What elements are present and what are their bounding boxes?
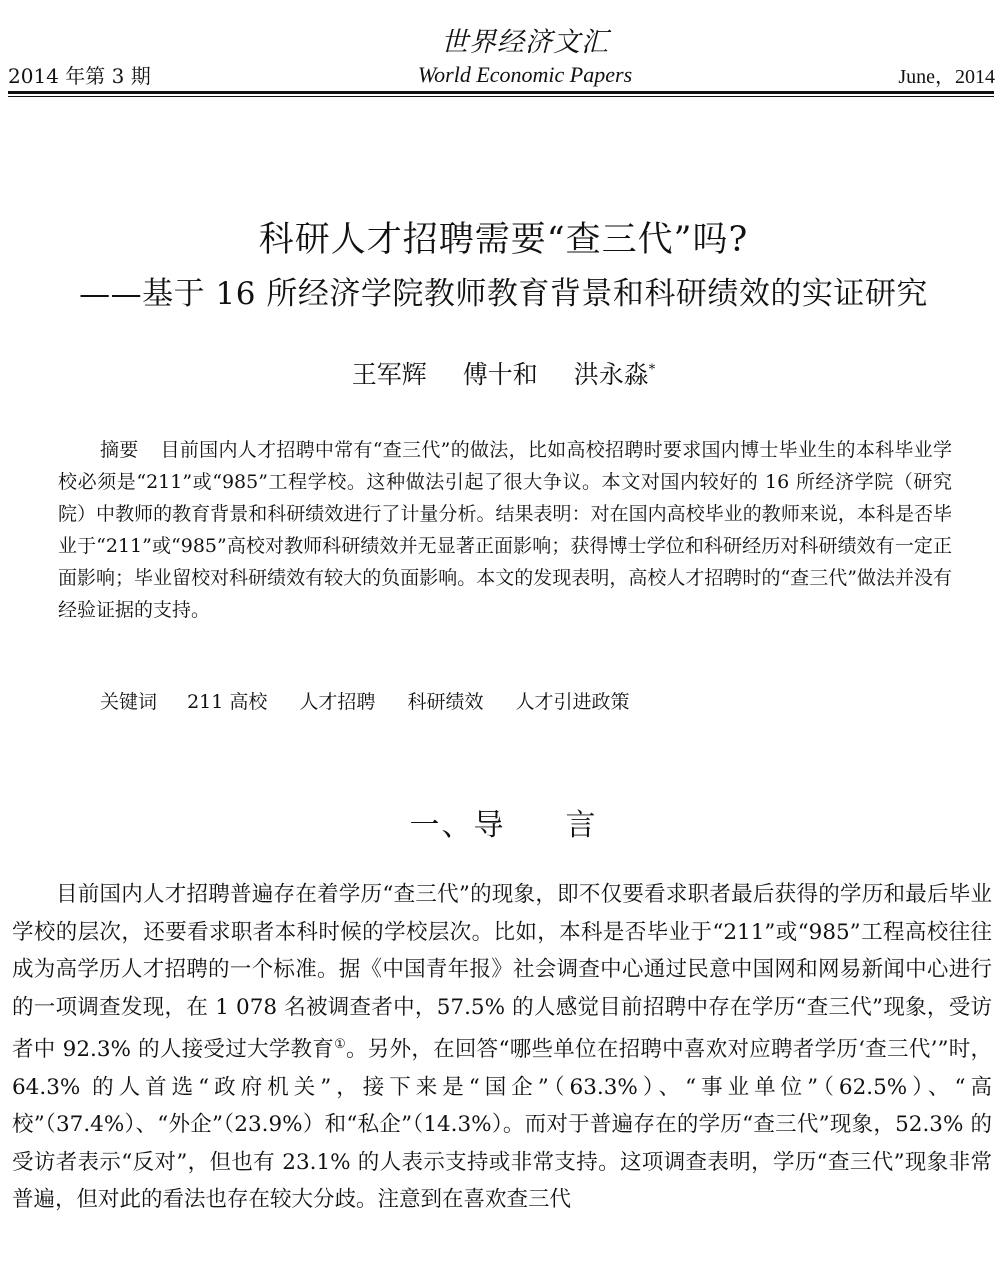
abstract-label: 摘要 xyxy=(100,439,139,461)
paragraph-text-b: 。另外，在回答“哪些单位在招聘中喜欢对应聘者学历‘查三代’”时，64.3% 的人首选“政府机关”，接下来是“国企”（63.3%）、“事业单位”（62.5%）、“高校”（37.4%）、“外企”（23.9%）和“私企”（14.3%）。而对于普遍存在的学历“查三代”现象，52.3% 的受访者表示“反对”，但也有 23.1% 的人表示支持或非常支持。这项调查表明，学历“查三代”现象非常普遍，但对此的看法也存在较大分歧。注意到在喜欢查三代 xyxy=(12,1037,992,1213)
body-paragraph xyxy=(12,876,992,1219)
author-name: 王军辉 xyxy=(351,360,427,389)
author-footnote-mark: * xyxy=(648,362,656,378)
section-number: 一、导 xyxy=(409,808,506,843)
keyword-item: 人才招聘 xyxy=(299,691,376,713)
journal-logo-cn: 世界经济文汇 xyxy=(441,27,609,58)
author-list xyxy=(0,355,1007,391)
author-name: 傅十和 xyxy=(462,360,538,389)
keywords-label: 关键词 xyxy=(100,691,158,713)
header-rule-thin xyxy=(8,96,994,97)
page-header xyxy=(0,0,1007,100)
keyword-item: 科研绩效 xyxy=(407,691,484,713)
section-heading-introduction xyxy=(0,800,1007,844)
footnote-marker: ① xyxy=(334,1037,347,1052)
keyword-item: 211 高校 xyxy=(187,691,268,713)
issue-date: June，2014 xyxy=(898,66,995,88)
author-name xyxy=(574,360,656,389)
author-name-text: 洪永淼 xyxy=(573,360,649,389)
article-title: 科研人才招聘需要“查三代”吗? xyxy=(258,220,749,260)
issue-number: 2014 年第 3 期 xyxy=(8,64,151,88)
journal-name-en: World Economic Papers xyxy=(417,62,633,87)
paragraph-text-a: 目前国内人才招聘普遍存在着学历“查三代”的现象，即不仅要看求职者最后获得的学历和最后毕业学校的层次，还要看求职者本科时候的学校层次。比如，本科是否毕业于“211”或“985”工程高校往往成为高学历人才招聘的一个标准。据《中国青年报》社会调查中心通过民意中国网和网易新闻中心进行的一项调查发现，在 1 078 名被调查者中，57.5% 的人感觉目前招聘中存在学历“查三代”现象，受访者中 92.3% 的人接受过大学教育 xyxy=(12,882,992,1063)
keyword-item: 人才引进政策 xyxy=(515,691,630,713)
abstract xyxy=(58,434,952,626)
section-title-end: 言 xyxy=(565,808,598,843)
keywords xyxy=(100,686,960,718)
article-subtitle: ——基于 16 所经济学院教师教育背景和科研绩效的实证研究 xyxy=(79,276,928,312)
abstract-text: 目前国内人才招聘中常有“查三代”的做法，比如高校招聘时要求国内博士毕业生的本科毕业学校必须是“211”或“985”工程学校。这种做法引起了很大争议。本文对国内较好的 16 所经济学院（研究院）中教师的教育背景和科研绩效进行了计量分析。结果表明：对在国内高校毕业的教师来说，本科是否毕业于“211”或“985”高校对教师科研绩效并无显著正面影响；获得博士学位和科研经历对科研绩效有一定正面影响；毕业留校对科研绩效有较大的负面影响。本文的发现表明，高校人才招聘时的“查三代”做法并没有经验证据的支持。 xyxy=(58,439,952,621)
header-rule-thick xyxy=(8,91,994,94)
